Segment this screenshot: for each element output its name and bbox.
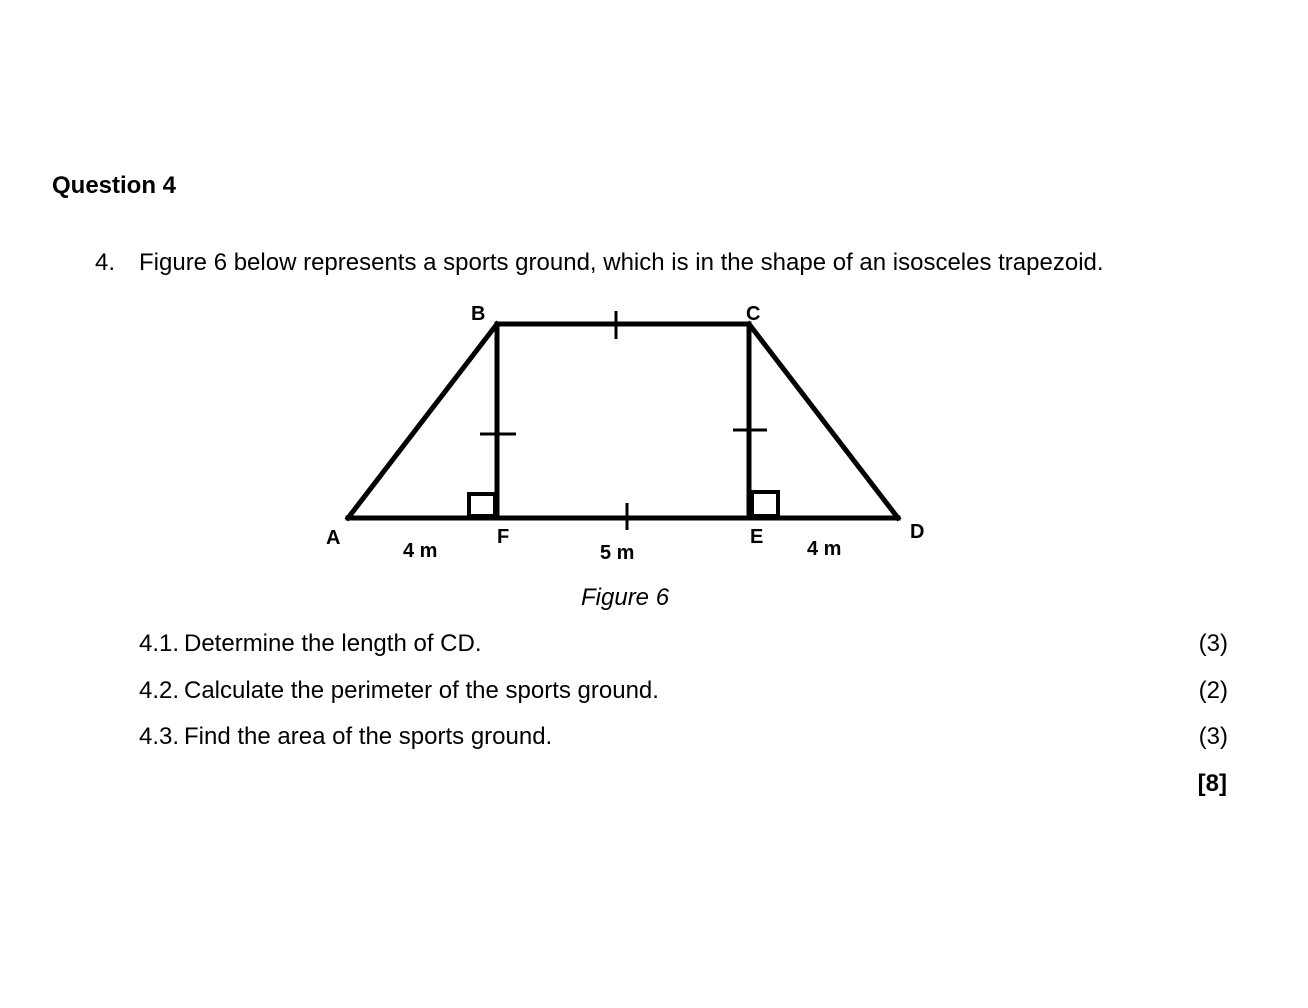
- measure-ed: 4 m: [807, 538, 842, 560]
- point-f-label: F: [497, 526, 510, 548]
- question-text: Calculate the perimeter of the sports ground.: [184, 677, 659, 704]
- question-text: Determine the length of CD.: [184, 630, 482, 657]
- point-b-label: B: [471, 303, 486, 325]
- question-number: 4.2.: [139, 677, 180, 704]
- question-item: [0, 677, 1308, 707]
- figure-caption: Figure 6: [581, 584, 670, 611]
- question-marks: (3): [1198, 723, 1228, 750]
- intro-text: Figure 6 below represents a sports ground, which is in the shape of an isosceles trapezoid.: [139, 249, 1104, 276]
- question-marks: (3): [1198, 630, 1228, 657]
- point-e-label: E: [750, 526, 764, 548]
- question-number: 4.3.: [139, 723, 180, 750]
- total-marks: [8]: [1197, 770, 1227, 797]
- question-number: 4.1.: [139, 630, 180, 657]
- right-angle-f: [469, 494, 495, 516]
- question-marks: (2): [1198, 677, 1228, 704]
- question-item: [0, 630, 1308, 660]
- question-heading: Question 4: [52, 172, 177, 199]
- point-a-label: A: [326, 527, 341, 549]
- measure-af: 4 m: [403, 540, 438, 562]
- measure-fe: 5 m: [600, 542, 635, 564]
- point-c-label: C: [746, 303, 761, 325]
- point-d-label: D: [910, 521, 925, 543]
- intro-number: 4.: [95, 249, 116, 276]
- side-cd: [749, 324, 898, 518]
- question-item: [0, 723, 1308, 753]
- side-ab: [348, 324, 497, 518]
- question-text: Find the area of the sports ground.: [184, 723, 553, 750]
- right-angle-e: [752, 492, 778, 516]
